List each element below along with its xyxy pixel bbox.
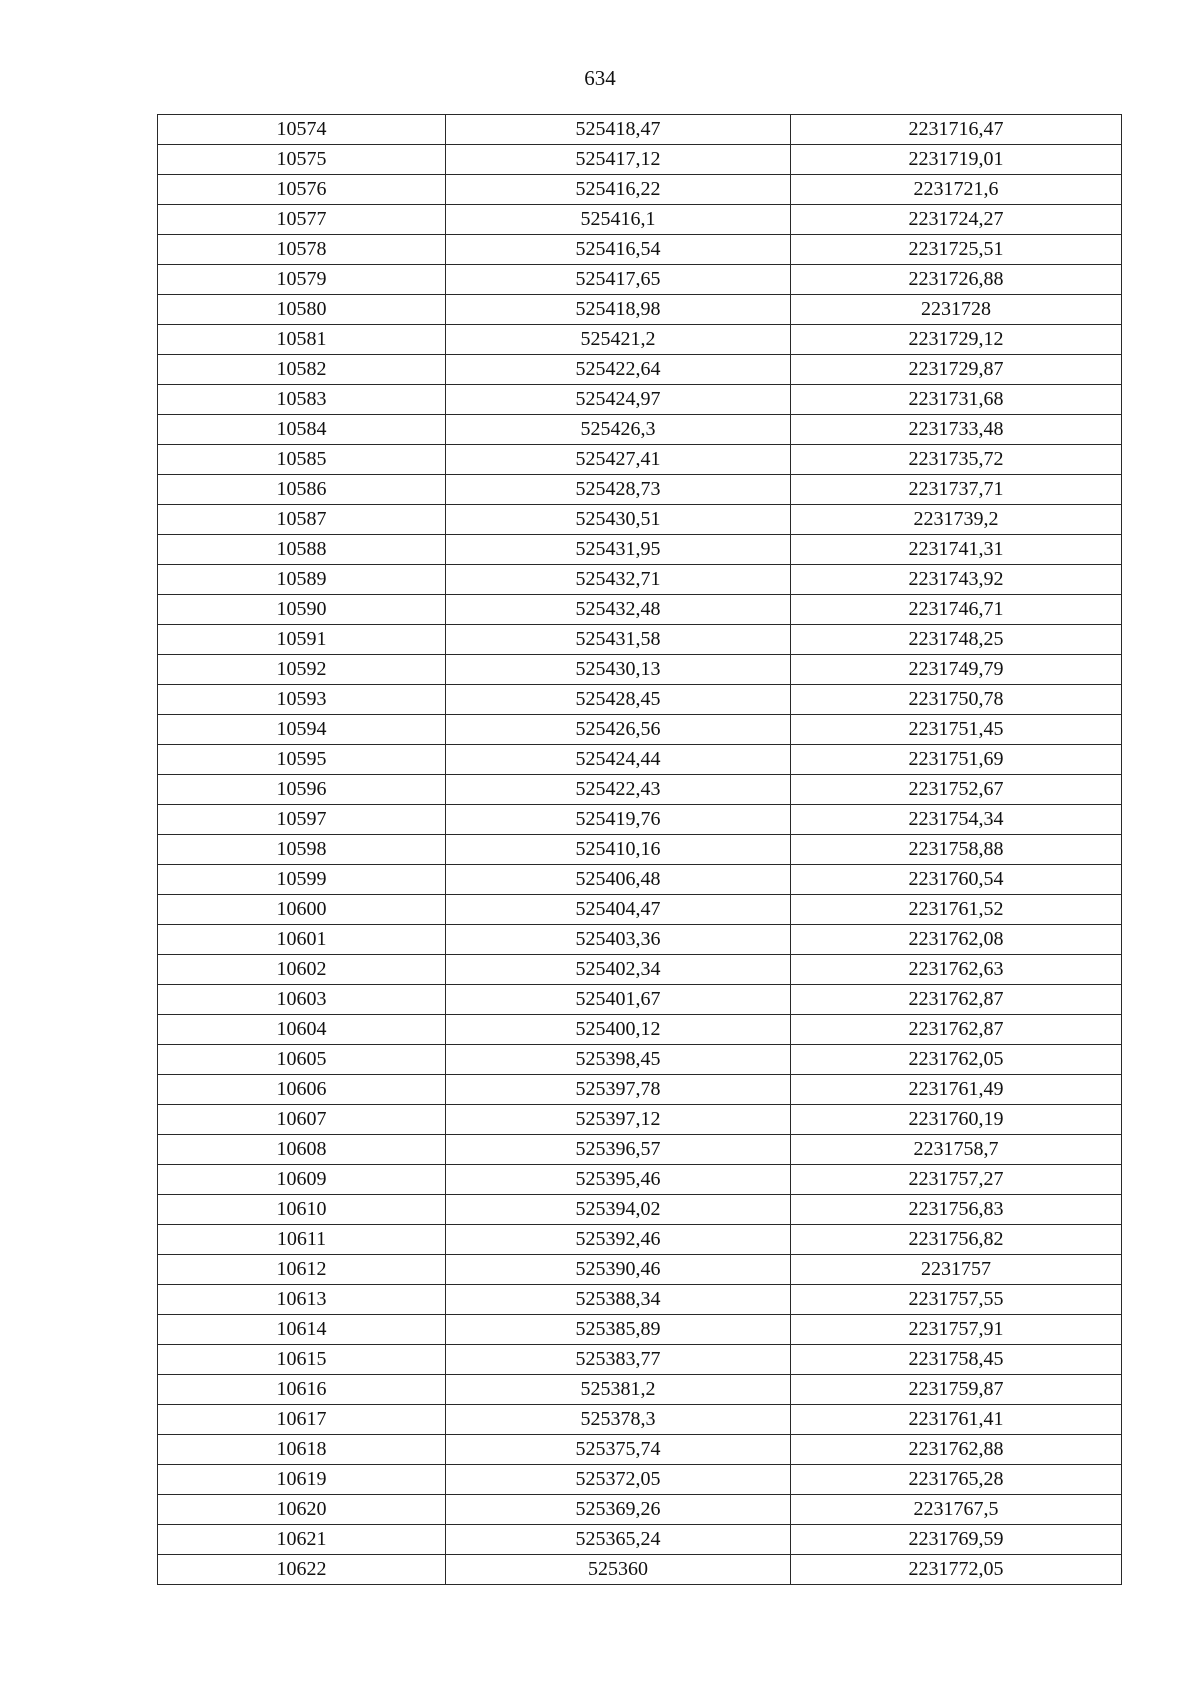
point-number-cell: 10586	[158, 475, 446, 505]
table-row	[158, 385, 1122, 415]
x-coordinate-cell: 525395,46	[446, 1165, 791, 1195]
point-number-cell: 10580	[158, 295, 446, 325]
x-coordinate-cell: 525418,98	[446, 295, 791, 325]
point-number-cell: 10594	[158, 715, 446, 745]
table-row	[158, 1345, 1122, 1375]
y-coordinate-cell: 2231719,01	[791, 145, 1122, 175]
point-number-cell: 10603	[158, 985, 446, 1015]
table-row	[158, 865, 1122, 895]
x-coordinate-cell: 525372,05	[446, 1465, 791, 1495]
x-coordinate-cell: 525410,16	[446, 835, 791, 865]
y-coordinate-cell: 2231729,12	[791, 325, 1122, 355]
x-coordinate-cell: 525426,56	[446, 715, 791, 745]
x-coordinate-cell: 525432,48	[446, 595, 791, 625]
point-number-cell: 10584	[158, 415, 446, 445]
table-row	[158, 205, 1122, 235]
point-number-cell: 10621	[158, 1525, 446, 1555]
x-coordinate-cell: 525401,67	[446, 985, 791, 1015]
point-number-cell: 10590	[158, 595, 446, 625]
table-row	[158, 835, 1122, 865]
x-coordinate-cell: 525431,95	[446, 535, 791, 565]
y-coordinate-cell: 2231724,27	[791, 205, 1122, 235]
point-number-cell: 10576	[158, 175, 446, 205]
table-row	[158, 265, 1122, 295]
x-coordinate-cell: 525397,12	[446, 1105, 791, 1135]
y-coordinate-cell: 2231733,48	[791, 415, 1122, 445]
table-row	[158, 235, 1122, 265]
x-coordinate-cell: 525403,36	[446, 925, 791, 955]
y-coordinate-cell: 2231769,59	[791, 1525, 1122, 1555]
point-number-cell: 10613	[158, 1285, 446, 1315]
y-coordinate-cell: 2231721,6	[791, 175, 1122, 205]
point-number-cell: 10591	[158, 625, 446, 655]
x-coordinate-cell: 525421,2	[446, 325, 791, 355]
y-coordinate-cell: 2231725,51	[791, 235, 1122, 265]
point-number-cell: 10598	[158, 835, 446, 865]
point-number-cell: 10588	[158, 535, 446, 565]
point-number-cell: 10600	[158, 895, 446, 925]
coordinates-table-body	[158, 115, 1122, 1585]
table-row	[158, 475, 1122, 505]
y-coordinate-cell: 2231759,87	[791, 1375, 1122, 1405]
point-number-cell: 10618	[158, 1435, 446, 1465]
x-coordinate-cell: 525416,54	[446, 235, 791, 265]
point-number-cell: 10581	[158, 325, 446, 355]
point-number-cell: 10589	[158, 565, 446, 595]
table-row	[158, 1375, 1122, 1405]
x-coordinate-cell: 525416,22	[446, 175, 791, 205]
x-coordinate-cell: 525432,71	[446, 565, 791, 595]
table-row	[158, 145, 1122, 175]
point-number-cell: 10587	[158, 505, 446, 535]
point-number-cell: 10577	[158, 205, 446, 235]
point-number-cell: 10620	[158, 1495, 446, 1525]
point-number-cell: 10602	[158, 955, 446, 985]
y-coordinate-cell: 2231752,67	[791, 775, 1122, 805]
table-row	[158, 925, 1122, 955]
x-coordinate-cell: 525398,45	[446, 1045, 791, 1075]
point-number-cell: 10596	[158, 775, 446, 805]
x-coordinate-cell: 525388,34	[446, 1285, 791, 1315]
table-row	[158, 775, 1122, 805]
y-coordinate-cell: 2231754,34	[791, 805, 1122, 835]
y-coordinate-cell: 2231758,7	[791, 1135, 1122, 1165]
y-coordinate-cell: 2231765,28	[791, 1465, 1122, 1495]
y-coordinate-cell: 2231757	[791, 1255, 1122, 1285]
x-coordinate-cell: 525424,44	[446, 745, 791, 775]
y-coordinate-cell: 2231758,88	[791, 835, 1122, 865]
point-number-cell: 10583	[158, 385, 446, 415]
x-coordinate-cell: 525427,41	[446, 445, 791, 475]
table-row	[158, 985, 1122, 1015]
table-row	[158, 325, 1122, 355]
y-coordinate-cell: 2231751,45	[791, 715, 1122, 745]
y-coordinate-cell: 2231751,69	[791, 745, 1122, 775]
y-coordinate-cell: 2231728	[791, 295, 1122, 325]
x-coordinate-cell: 525402,34	[446, 955, 791, 985]
y-coordinate-cell: 2231729,87	[791, 355, 1122, 385]
point-number-cell: 10582	[158, 355, 446, 385]
point-number-cell: 10585	[158, 445, 446, 475]
table-row	[158, 1015, 1122, 1045]
x-coordinate-cell: 525416,1	[446, 205, 791, 235]
point-number-cell: 10599	[158, 865, 446, 895]
y-coordinate-cell: 2231737,71	[791, 475, 1122, 505]
table-row	[158, 1045, 1122, 1075]
point-number-cell: 10595	[158, 745, 446, 775]
y-coordinate-cell: 2231757,27	[791, 1165, 1122, 1195]
table-row	[158, 895, 1122, 925]
point-number-cell: 10611	[158, 1225, 446, 1255]
table-row	[158, 355, 1122, 385]
point-number-cell: 10597	[158, 805, 446, 835]
table-row	[158, 1555, 1122, 1585]
x-coordinate-cell: 525406,48	[446, 865, 791, 895]
table-row	[158, 535, 1122, 565]
y-coordinate-cell: 2231761,52	[791, 895, 1122, 925]
table-row	[158, 1105, 1122, 1135]
y-coordinate-cell: 2231762,08	[791, 925, 1122, 955]
point-number-cell: 10608	[158, 1135, 446, 1165]
point-number-cell: 10579	[158, 265, 446, 295]
y-coordinate-cell: 2231756,82	[791, 1225, 1122, 1255]
x-coordinate-cell: 525419,76	[446, 805, 791, 835]
table-row	[158, 1525, 1122, 1555]
table-row	[158, 595, 1122, 625]
x-coordinate-cell: 525369,26	[446, 1495, 791, 1525]
point-number-cell: 10612	[158, 1255, 446, 1285]
y-coordinate-cell: 2231756,83	[791, 1195, 1122, 1225]
x-coordinate-cell: 525375,74	[446, 1435, 791, 1465]
point-number-cell: 10592	[158, 655, 446, 685]
y-coordinate-cell: 2231772,05	[791, 1555, 1122, 1585]
x-coordinate-cell: 525430,13	[446, 655, 791, 685]
point-number-cell: 10617	[158, 1405, 446, 1435]
y-coordinate-cell: 2231760,19	[791, 1105, 1122, 1135]
table-row	[158, 1165, 1122, 1195]
x-coordinate-cell: 525394,02	[446, 1195, 791, 1225]
y-coordinate-cell: 2231762,88	[791, 1435, 1122, 1465]
point-number-cell: 10616	[158, 1375, 446, 1405]
x-coordinate-cell: 525431,58	[446, 625, 791, 655]
table-row	[158, 1315, 1122, 1345]
point-number-cell: 10622	[158, 1555, 446, 1585]
table-row	[158, 1225, 1122, 1255]
point-number-cell: 10615	[158, 1345, 446, 1375]
point-number-cell: 10601	[158, 925, 446, 955]
x-coordinate-cell: 525428,73	[446, 475, 791, 505]
y-coordinate-cell: 2231735,72	[791, 445, 1122, 475]
table-row	[158, 1285, 1122, 1315]
y-coordinate-cell: 2231750,78	[791, 685, 1122, 715]
x-coordinate-cell: 525381,2	[446, 1375, 791, 1405]
point-number-cell: 10574	[158, 115, 446, 145]
table-row	[158, 175, 1122, 205]
y-coordinate-cell: 2231726,88	[791, 265, 1122, 295]
x-coordinate-cell: 525392,46	[446, 1225, 791, 1255]
y-coordinate-cell: 2231749,79	[791, 655, 1122, 685]
y-coordinate-cell: 2231762,87	[791, 1015, 1122, 1045]
x-coordinate-cell: 525422,64	[446, 355, 791, 385]
x-coordinate-cell: 525417,65	[446, 265, 791, 295]
x-coordinate-cell: 525424,97	[446, 385, 791, 415]
point-number-cell: 10575	[158, 145, 446, 175]
x-coordinate-cell: 525365,24	[446, 1525, 791, 1555]
table-row	[158, 745, 1122, 775]
table-row	[158, 1075, 1122, 1105]
x-coordinate-cell: 525360	[446, 1555, 791, 1585]
x-coordinate-cell: 525404,47	[446, 895, 791, 925]
table-row	[158, 715, 1122, 745]
y-coordinate-cell: 2231739,2	[791, 505, 1122, 535]
y-coordinate-cell: 2231762,63	[791, 955, 1122, 985]
table-row	[158, 1495, 1122, 1525]
page-number: 634	[584, 66, 616, 90]
y-coordinate-cell: 2231748,25	[791, 625, 1122, 655]
point-number-cell: 10593	[158, 685, 446, 715]
point-number-cell: 10606	[158, 1075, 446, 1105]
table-row	[158, 445, 1122, 475]
point-number-cell: 10607	[158, 1105, 446, 1135]
x-coordinate-cell: 525428,45	[446, 685, 791, 715]
y-coordinate-cell: 2231758,45	[791, 1345, 1122, 1375]
x-coordinate-cell: 525417,12	[446, 145, 791, 175]
x-coordinate-cell: 525378,3	[446, 1405, 791, 1435]
table-row	[158, 655, 1122, 685]
x-coordinate-cell: 525385,89	[446, 1315, 791, 1345]
point-number-cell: 10604	[158, 1015, 446, 1045]
point-number-cell: 10605	[158, 1045, 446, 1075]
y-coordinate-cell: 2231757,55	[791, 1285, 1122, 1315]
table-row	[158, 1405, 1122, 1435]
x-coordinate-cell: 525426,3	[446, 415, 791, 445]
table-row	[158, 625, 1122, 655]
x-coordinate-cell: 525430,51	[446, 505, 791, 535]
y-coordinate-cell: 2231762,87	[791, 985, 1122, 1015]
table-row	[158, 805, 1122, 835]
table-row	[158, 1135, 1122, 1165]
y-coordinate-cell: 2231760,54	[791, 865, 1122, 895]
y-coordinate-cell: 2231757,91	[791, 1315, 1122, 1345]
table-row	[158, 955, 1122, 985]
x-coordinate-cell: 525383,77	[446, 1345, 791, 1375]
point-number-cell: 10609	[158, 1165, 446, 1195]
x-coordinate-cell: 525397,78	[446, 1075, 791, 1105]
y-coordinate-cell: 2231743,92	[791, 565, 1122, 595]
table-row	[158, 1195, 1122, 1225]
table-row	[158, 295, 1122, 325]
coordinates-table	[157, 114, 1122, 1585]
y-coordinate-cell: 2231746,71	[791, 595, 1122, 625]
table-row	[158, 415, 1122, 445]
table-row	[158, 505, 1122, 535]
table-row	[158, 115, 1122, 145]
point-number-cell: 10614	[158, 1315, 446, 1345]
x-coordinate-cell: 525390,46	[446, 1255, 791, 1285]
x-coordinate-cell: 525396,57	[446, 1135, 791, 1165]
x-coordinate-cell: 525422,43	[446, 775, 791, 805]
point-number-cell: 10610	[158, 1195, 446, 1225]
point-number-cell: 10619	[158, 1465, 446, 1495]
y-coordinate-cell: 2231761,49	[791, 1075, 1122, 1105]
y-coordinate-cell: 2231741,31	[791, 535, 1122, 565]
x-coordinate-cell: 525400,12	[446, 1015, 791, 1045]
y-coordinate-cell: 2231767,5	[791, 1495, 1122, 1525]
y-coordinate-cell: 2231762,05	[791, 1045, 1122, 1075]
y-coordinate-cell: 2231716,47	[791, 115, 1122, 145]
table-row	[158, 685, 1122, 715]
table-row	[158, 565, 1122, 595]
table-row	[158, 1465, 1122, 1495]
table-row	[158, 1435, 1122, 1465]
table-row	[158, 1255, 1122, 1285]
point-number-cell: 10578	[158, 235, 446, 265]
x-coordinate-cell: 525418,47	[446, 115, 791, 145]
y-coordinate-cell: 2231731,68	[791, 385, 1122, 415]
y-coordinate-cell: 2231761,41	[791, 1405, 1122, 1435]
